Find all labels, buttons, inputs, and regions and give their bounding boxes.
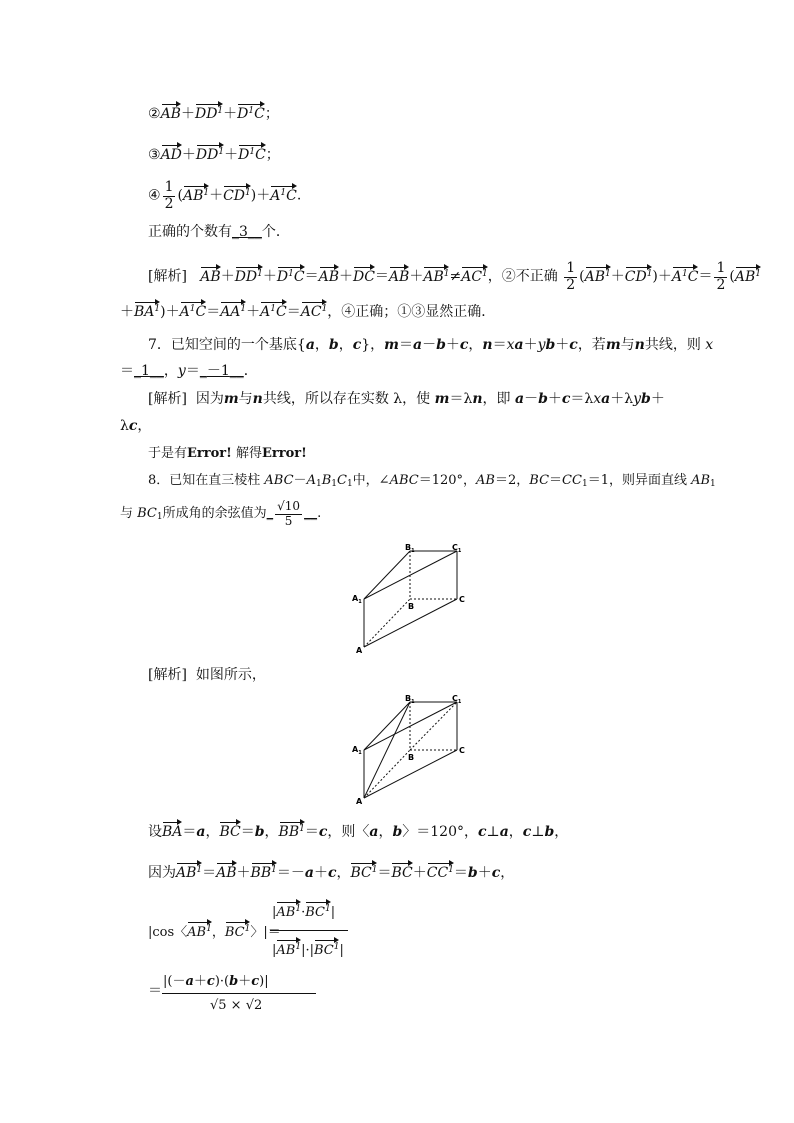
question-7-analysis: [解析] 因为m与n共线，所以存在实数 λ，使 m＝λn，即 a－b＋c＝λxa＋λyb＋ — [148, 391, 665, 407]
question-7-answer: ＝_1__，y＝_－1__． — [120, 363, 258, 379]
label-c1: $C_1$ — [452, 543, 462, 554]
prism-figure — [350, 543, 480, 653]
analysis-1: [解析] $AB+DD^1+D^1C=AB+DC=AB+AB^1\ne AC^1$，②不正确 $\frac{1}{2}$ $(AB^1+CD^1)+A^1C=$ $\frac{1}{2}$ ($AB^1$ — [148, 260, 761, 293]
question-8: 8．已知在直三棱柱 $ABC-A_1B_1C_1$中，∠ABC＝120°，AB＝2，$BC=CC_1=1$，则异面直线 $AB_1$ — [148, 473, 716, 489]
cos-line: |cos〈$AB^1$，$BC^1$〉|＝ — [148, 924, 281, 940]
cos-numerator: $|AB^1\cdot BC^1|$ — [272, 904, 336, 920]
q8-analysis: [解析] 如图所示， — [148, 667, 266, 683]
svg-text:B1: $B_1$ — [405, 694, 415, 705]
label-b: B — [408, 602, 415, 611]
final-numerator: |(－a＋c)·(b＋c)| — [163, 974, 269, 989]
question-8-b: 与 $BC_1$所成角的余弦值为_ $\frac{√10}{5}$ __. — [120, 499, 322, 528]
final-denominator: √5 × √2 — [210, 998, 263, 1013]
svg-text:C: C — [459, 746, 465, 755]
analysis-2: $+BA^1)+A^1C=AA^1+A^1C=AC^1$，④正确；①③显然正确． — [120, 304, 496, 320]
label-a1: $A_1$ — [352, 594, 362, 605]
question-7: 7．已知空间的一个基底{a，b，c}，m＝a－b＋c，n＝xa＋yb＋c，若m与n共线，则 x — [148, 337, 714, 353]
item-4: ④ $\frac{1}{2}$ $(AB^1+CD^1)+A^1C$. — [148, 179, 302, 212]
label-a: A — [356, 646, 363, 653]
because-line: 因为$AB^1=AB+BB^1=-a+c$，$BC^1=BC+CC^1=b+c$， — [148, 865, 515, 881]
cos-denominator: $|AB^1|\cdot|BC^1|$ — [272, 942, 344, 958]
question-7-analysis-2: λc， — [120, 418, 152, 434]
svg-text:A1: $A_1$ — [352, 745, 362, 756]
count-line: 正确的个数有_3__个． — [148, 224, 290, 240]
svg-text:C1: $C_1$ — [452, 694, 462, 705]
cos-fraction-bar — [270, 930, 348, 931]
prism-figure-analysis — [350, 694, 480, 804]
label-b1: $B_1$ — [405, 543, 415, 554]
setup-line: 设BA＝a，BC＝b，$BB^1=c$，则〈a，b〉＝120°，c⊥a，c⊥b， — [148, 824, 569, 840]
final-eq: ＝ — [148, 983, 162, 999]
label-c: C — [459, 595, 465, 604]
svg-text:B: B — [408, 753, 415, 762]
item-3: $③AD+DD^1+D^1C$； — [148, 147, 280, 163]
error-line: 于是有Error! 解得Error! — [148, 446, 307, 461]
item-2: $②AB+DD^1+D^1C$； — [148, 106, 279, 122]
final-fraction-bar — [162, 993, 316, 994]
svg-text:A: A — [356, 797, 363, 804]
